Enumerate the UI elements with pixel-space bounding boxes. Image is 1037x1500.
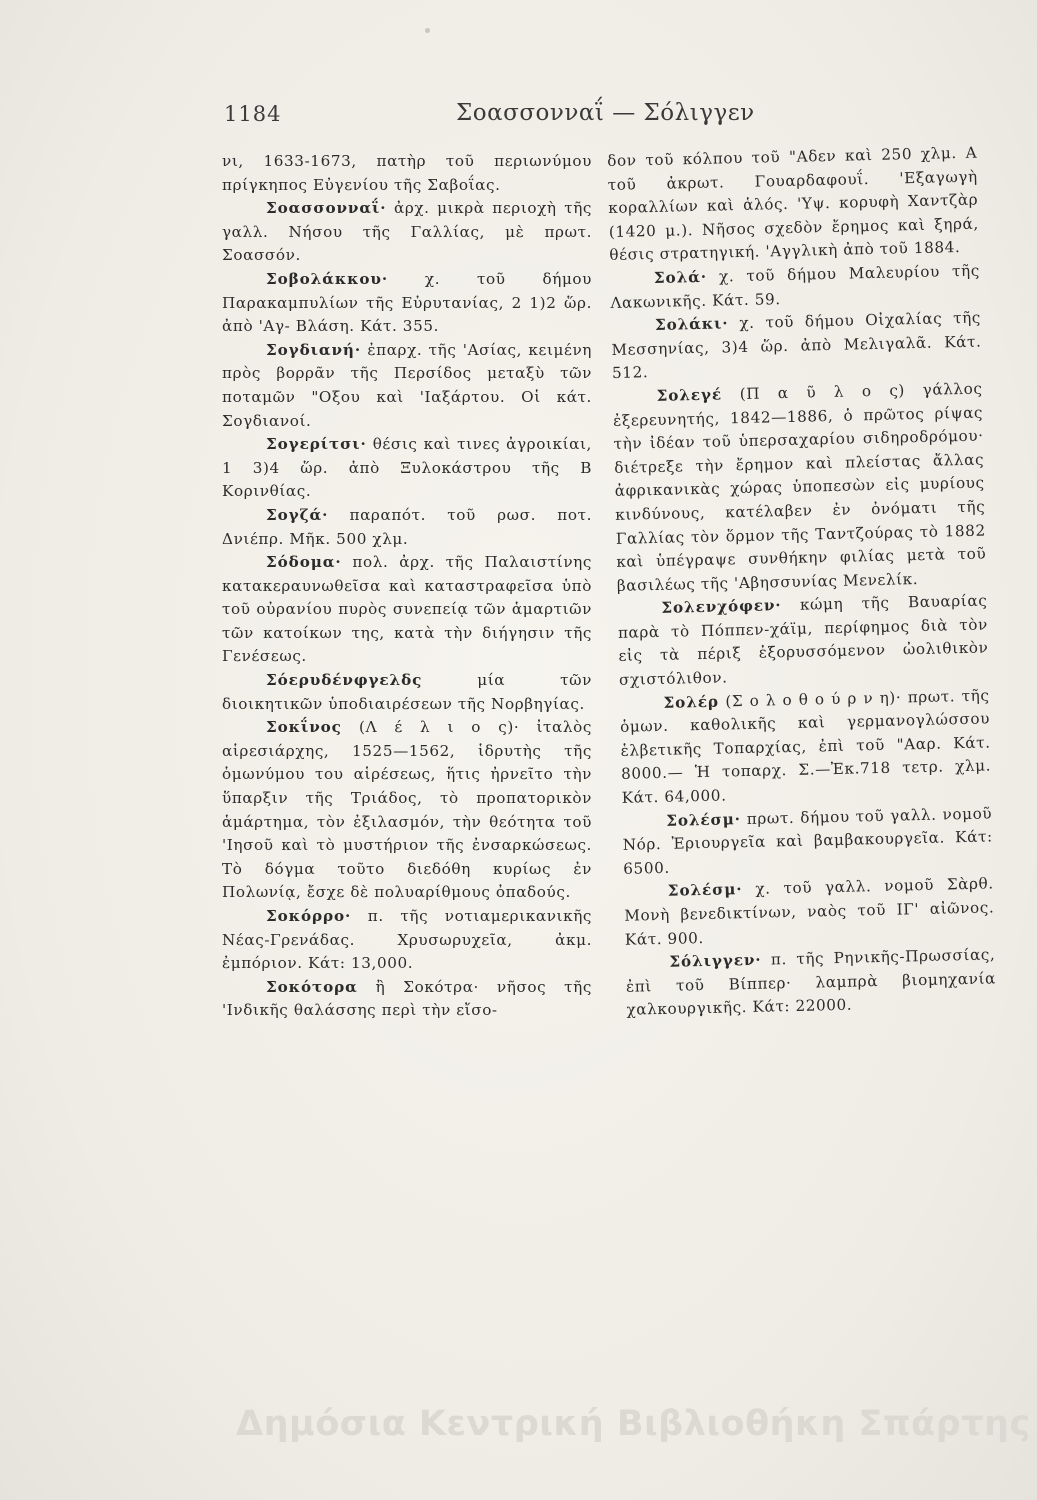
dictionary-entry	[222, 976, 592, 1023]
entry-text: χ. τοῦ δήμου Μαλευρίου τῆς Λακωνικῆς. Κάτ. 59.	[610, 261, 981, 312]
dictionary-entry	[622, 802, 994, 881]
dictionary-entry	[607, 142, 980, 268]
dictionary-entry	[617, 590, 989, 693]
entry-headword: Σοασσονναΐ·	[266, 199, 387, 218]
entry-headword: Σολέσμ·	[667, 880, 743, 901]
entry-text: χ. τοῦ δήμου Παρακαμπυλίων τῆς Εὐρυτανίας, 2 1)2 ὥρ. ἀπὸ 'Αγ- Βλάση. Κάτ. 355.	[222, 269, 592, 336]
entry-text: π. τῆς νοτιαμερικανικῆς Νέας-Γρενάδας. Χρυσωρυχεῖα, ἀκμ. ἐμπόριον. Κάτ: 13,000.	[222, 907, 592, 973]
entry-headword: Σολενχόφεν·	[661, 596, 782, 618]
entry-headword: Σολέσμ·	[666, 809, 742, 830]
dictionary-entry	[611, 307, 983, 386]
entry-headword: Σολάκι·	[654, 314, 729, 335]
entry-text: ἢ Σοκότρα· νῆσος τῆς 'Ινδικῆς θαλάσσης περὶ τὴν εἴσο-	[222, 977, 592, 1020]
entry-text: πολ. ἀρχ. τῆς Παλαιστίνης κατακεραυνωθεῖσα καὶ καταστραφεῖσα ὑπὸ τοῦ οὐρανίου πυρὸς συνεπείᾳ τῶν ἁμαρτιῶν τῶν κατοίκων της, κατὰ τὴν διήγησιν τῆς Γενέσεως.	[222, 553, 592, 666]
dictionary-entry	[610, 260, 981, 316]
dictionary-entry	[612, 377, 987, 598]
entry-headword: Σοκΐνος	[266, 718, 342, 737]
entry-headword: Σογδιανή·	[266, 340, 362, 359]
entry-text: (Σ ο λ ο θ ο ύ ρ ν η)· πρωτ. τῆς ὁμων. καθολικῆς καὶ γερμανογλώσσου ἑλβετικῆς Τοπαρχίας, ἐπὶ τοῦ "Ααρ. Κάτ. 8000.— Ἡ τοπαρχ. Σ.—Ἐκ.718 τετρ. χλμ. Κάτ. 64,000.	[619, 686, 992, 807]
running-title: Σοασσονναΐ — Σόλιγγεν	[456, 100, 755, 126]
dictionary-entry	[222, 504, 592, 551]
page-header	[224, 98, 764, 134]
dictionary-entry	[222, 433, 592, 504]
dictionary-entry	[222, 551, 592, 669]
left-column	[222, 150, 592, 1023]
entry-headword: Σοκόρρο·	[266, 907, 352, 925]
entry-text: κώμη τῆς Βαυαρίας παρὰ τὸ Πόππεν-χάϊμ, περίφημος διὰ τὸν εἰς τὰ πέριξ ἐξορυσσόμενον ὠολιθικὸν σχιστόλιθον.	[617, 591, 989, 689]
right-column	[607, 142, 997, 1023]
entry-headword: Σολεγέ	[656, 385, 723, 405]
entry-headword: Σοκότορα	[266, 977, 358, 996]
dictionary-entry	[222, 669, 592, 716]
dictionary-entry	[624, 873, 996, 952]
dictionary-entry	[222, 716, 592, 905]
entry-text: πρωτ. δήμου τοῦ γαλλ. νομοῦ Νόρ. Ἐριουργεῖα καὶ βαμβακουργεῖα. Κάτ: 6500.	[622, 804, 993, 878]
entry-text: δον τοῦ κόλπου τοῦ "Αδεν καὶ 250 χλμ. Α τοῦ ἀκρωτ. Γουαρδαφουΐ. 'Εξαγωγὴ κοραλλίων καὶ ἁλός. 'Υψ. κορυφὴ Χαντζὰρ (1420 μ.). Νῆσος σχεδὸν ἔρημος καὶ ξηρά, θέσις στρατηγική. 'Αγγλικὴ ἀπὸ τοῦ 1884.	[607, 143, 979, 265]
entry-headword: Σόλιγγεν·	[669, 950, 762, 971]
print-speck	[425, 28, 430, 33]
entry-headword: Σογζά·	[266, 505, 329, 524]
dictionary-entry	[625, 944, 997, 1023]
entry-text: μία τῶν διοικητικῶν ὑποδιαιρέσεων τῆς Νορβηγίας.	[222, 671, 592, 713]
entry-headword: Σολά·	[653, 267, 708, 287]
entry-text: παραπότ. τοῦ ρωσ. ποτ. Δνιέπρ. Μῆκ. 500 χλμ.	[222, 505, 592, 548]
entry-text: ἀρχ. μικρὰ περιοχὴ τῆς γαλλ. Νήσου τῆς Γαλλίας, μὲ πρωτ. Σοασσόν.	[222, 199, 592, 265]
entry-headword: Σόερυδένφγελδς	[266, 671, 423, 690]
entry-text: (Λ έ λ ι ο ς)· ἰταλὸς αἱρεσιάρχης, 1525—1562, ἱδρυτὴς τῆς ὁμωνύμου του αἱρέσεως, ἥτις ἠρνεῖτο τὴν ὕπαρξιν τῆς Τριάδος, τὸ προπατορικὸν ἁμάρτημα, τὸν ἐξιλασμόν, τὴν θεότητα τοῦ 'Ιησοῦ καὶ τὸ μυστήριον τῆς ἐνσαρκώσεως. Τὸ δόγμα τοῦτο διεδόθη κυρίως ἐν Πολωνίᾳ, ἔσχε δὲ πολυαρίθμους ὀπαδούς.	[222, 718, 592, 902]
entry-headword: Σογερίτσι·	[266, 435, 367, 454]
dictionary-entry	[222, 150, 592, 197]
dictionary-entry	[222, 905, 592, 976]
library-watermark: Δημόσια Κεντρική Βιβλιοθήκη Σπάρτης	[236, 1404, 1031, 1444]
dictionary-entry	[222, 339, 592, 433]
dictionary-entry	[222, 197, 592, 268]
entry-text: χ. τοῦ δήμου Οἰχαλίας τῆς Μεσσηνίας, 3)4 ὥρ. ἀπὸ Μελιγαλᾶ. Κάτ. 512.	[611, 308, 982, 383]
page-number: 1184	[224, 102, 282, 126]
dictionary-entry	[222, 268, 592, 339]
entry-text: ἐπαρχ. τῆς 'Ασίας, κειμένη πρὸς βορρᾶν τῆς Περσίδος μεταξὺ τῶν ποταμῶν "Οξου καὶ 'Ιαξάρτου. Οἱ κάτ. Σογδιανοί.	[222, 340, 592, 430]
entry-text: χ. τοῦ γαλλ. νομοῦ Σὰρθ. Μονὴ βενεδικτίνων, ναὸς τοῦ ΙΓ' αἰῶνος. Κάτ. 900.	[624, 874, 995, 949]
entry-text: νι, 1633-1673, πατὴρ τοῦ περιωνύμου πρίγκηπος Εὐγενίου τῆς Σαβοΐας.	[222, 152, 592, 194]
dictionary-entry	[619, 684, 992, 810]
entry-headword: Σοβολάκκου·	[266, 269, 389, 288]
entry-headword: Σόδομα·	[266, 553, 342, 572]
entry-text: (Π α ῦ λ ο ς) γάλλος ἐξερευνητής, 1842—1886, ὁ πρῶτος ρίψας τὴν ἰδέαν τοῦ ὑπερσαχαρίου σιδηροδρόμου· διέτρεξε τὴν ἔρημον καὶ πλείστας ἄλλας ἀφρικανικὰς χώρας ὑποπεσὼν εἰς μυρίους κινδύνους, κατέλαβεν ἐν ὀνόματι τῆς Γαλλίας τὸν ὅρμον τῆς Ταντζούρας τὸ 1882 καὶ ὑπέγραψε συνθήκην φιλίας μετὰ τοῦ βασιλέως τῆς 'Αβησσυνίας Μενελίκ.	[612, 379, 987, 595]
entry-text: θέσις καὶ τινες ἀγροικίαι, 1 3)4 ὥρ. ἀπὸ Ξυλοκάστρου τῆς Β Κορινθίας.	[222, 435, 592, 501]
entry-text: π. τῆς Ρηνικῆς-Πρωσσίας, ἐπὶ τοῦ Βίππερ· λαμπρὰ βιομηχανία χαλκουργικῆς. Κάτ: 22000.	[625, 945, 997, 1020]
entry-headword: Σολέρ	[663, 692, 720, 712]
